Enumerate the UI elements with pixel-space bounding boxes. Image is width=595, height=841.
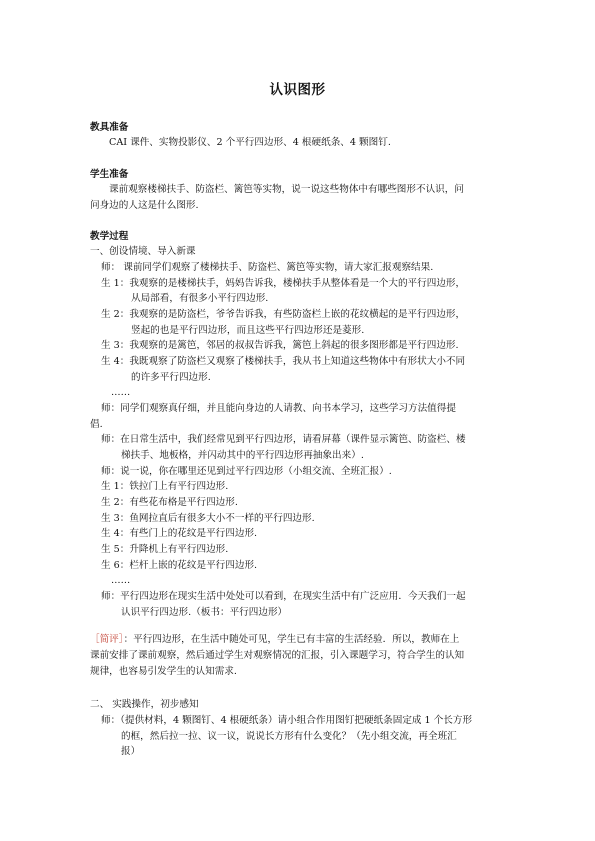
student-prep-heading: 学生准备 <box>90 169 129 180</box>
dialogue-line: 师：在日常生活中，我们经常见到平行四边形，请看屏幕（课件显示篱笆、防盗栏、楼 <box>101 434 466 445</box>
ellipsis: …… <box>111 575 131 586</box>
dialogue-line: 师： 课前同学们观察了楼梯扶手、防盗栏、篱笆等实物，请大家汇报观察结果. <box>101 262 434 273</box>
dialogue-line: 师：（提供材料，4 颗图钉、4 根硬纸条）请小组合作用图钉把硬纸条固定成 1 个长方形 <box>101 715 473 726</box>
page-title: 认识图形 <box>269 82 326 98</box>
dialogue-line: 的框，然后拉一拉、议一议，说说长方形有什么变化？（先小组交流，再全班汇 <box>121 731 457 742</box>
dialogue-line: 生 5：升降机上有平行四边形. <box>101 544 229 555</box>
dialogue-line: 报） <box>121 746 141 757</box>
dialogue-line: 生 4：有些门上的花纹是平行四边形. <box>101 528 258 539</box>
ellipsis: …… <box>111 387 131 398</box>
dialogue-line: 生 3：我观察的是篱笆，邻居的叔叔告诉我，篱笆上斜起的很多图形都是平行四边形. <box>101 340 459 351</box>
part1-heading: 一、创设情境、导入新课 <box>90 246 196 257</box>
dialogue-line: 倡. <box>90 419 103 430</box>
tools-heading: 教具准备 <box>90 122 129 133</box>
dialogue-line: 生 1：我观察的是楼梯扶手，妈妈告诉我，楼梯扶手从整体看是一个大的平行四边形， <box>101 278 466 289</box>
comment-line-3: 规律，也容易引发学生的认知需求. <box>90 666 237 677</box>
dialogue-line: 从局部看，有很多小平行四边形. <box>131 293 269 304</box>
dialogue-line: 生 1：铁拉门上有平行四边形. <box>101 481 229 492</box>
dialogue-line: 梯扶手、地板格，并闪动其中的平行四边形再抽象出来）. <box>121 450 364 461</box>
part2-heading: 二、 实践操作，初步感知 <box>90 699 199 710</box>
dialogue-line: 师：平行四边形在现实生活中处处可以看到，在现实生活中有广泛应用．今天我们一起 <box>101 591 466 602</box>
comment-text: ：平行四边形，在生活中随处可见，学生已有丰富的生活经验．所以，教师在上 <box>123 634 460 645</box>
dialogue-line: 竖起的也是平行四边形，而且这些平行四边形还是菱形. <box>131 325 365 336</box>
student-prep-text-1: 课前观察楼梯扶手、防盗栏、篱笆等实物，说一说这些物体中有哪些图形不认识，问 <box>109 184 464 195</box>
dialogue-line: 的许多平行四边形. <box>131 372 211 383</box>
tools-text: CAI 课件、实物投影仪、2 个平行四边形、4 根硬纸条、4 颗图钉. <box>109 137 391 148</box>
dialogue-line: 认识平行四边形.（板书：平行四边形） <box>121 607 288 618</box>
process-heading: 教学过程 <box>90 231 129 242</box>
dialogue-line: 师：同学们观察真仔细，并且能向身边的人请教、向书本学习，这些学习方法值得提 <box>101 403 456 414</box>
dialogue-line: 生 2：有些花布格是平行四边形. <box>101 497 238 508</box>
dialogue-line: 师：说一说，你在哪里还见到过平行四边形（小组交流、全班汇报）. <box>101 466 392 477</box>
dialogue-line: 生 6：栏杆上嵌的花纹是平行四边形. <box>101 560 258 571</box>
dialogue-line: 生 4：我既观察了防盗栏又观察了楼梯扶手，我从书上知道这些物体中有形状大小不同 <box>101 356 466 367</box>
dialogue-line: 生 3：鱼网拉直后有很多大小不一样的平行四边形. <box>101 513 315 524</box>
comment-line-1 <box>90 633 459 646</box>
comment-line-2: 课前安排了课前观察，然后通过学生对观察情况的汇报，引入课题学习，符合学生的认知 <box>90 650 465 661</box>
student-prep-text-2: 问身边的人这是什么图形. <box>90 200 199 211</box>
dialogue-line: 生 2：我观察的是防盗栏，爷爷告诉我，有些防盗栏上嵌的花纹横起的是平行四边形， <box>101 309 466 320</box>
comment-tag: ［简评］ <box>90 634 124 645</box>
